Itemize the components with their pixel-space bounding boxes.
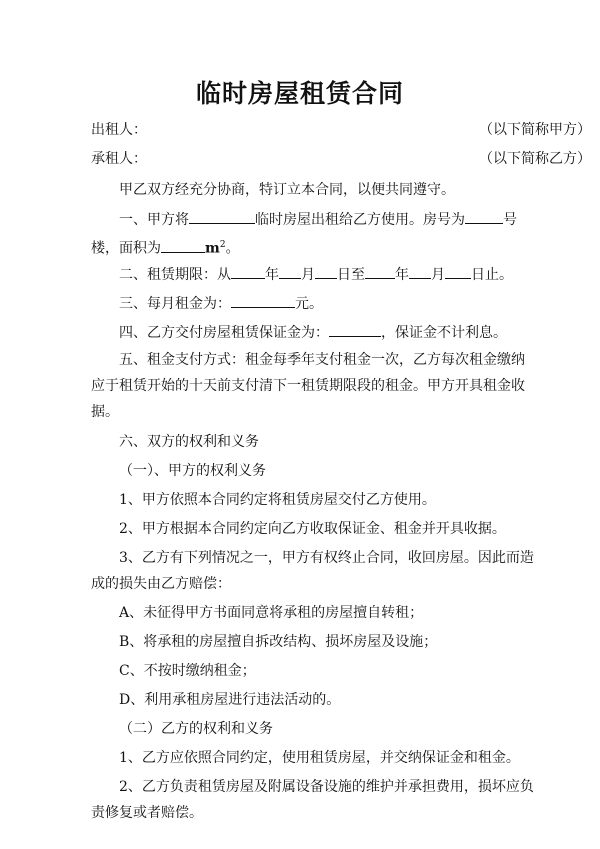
lessee-item-2-line-2: 责修复或者赔偿。 <box>91 805 203 821</box>
blank-start-year[interactable] <box>231 264 265 279</box>
lessor-note: （以下简称甲方） <box>479 122 591 138</box>
clause-1-text-a: 一、甲方将 <box>119 212 189 228</box>
blank-room-number[interactable] <box>465 209 503 224</box>
lessor-label: 出租人： <box>91 122 147 138</box>
clause-3-text-b: 元。 <box>295 296 323 312</box>
termination-item-a: A、未征得甲方书面同意将承租的房屋擅自转租； <box>119 605 424 621</box>
lessor-item-3-line-1: 3、乙方有下列情况之一，甲方有权终止合同，收回房屋。因此而造 <box>119 550 534 566</box>
lessor-item-3-line-2: 成的损失由乙方赔偿： <box>91 576 231 592</box>
intro-paragraph: 甲乙双方经充分协商，特订立本合同，以便共同遵守。 <box>119 182 455 198</box>
termination-item-b: B、将承租的房屋擅自拆改结构、损坏房屋及设施； <box>119 634 438 650</box>
lessor-line <box>91 120 591 140</box>
blank-end-day[interactable] <box>445 264 471 279</box>
lessor-rights-heading: （一）、甲方的权利义务 <box>119 463 266 479</box>
clause-1-line-1 <box>91 209 537 230</box>
clause-4-text-b: ，保证金不计利息。 <box>381 325 507 341</box>
clause-6-heading: 六、双方的权利和义务 <box>119 434 259 450</box>
clause-1-end: 。 <box>225 240 240 257</box>
blank-deposit[interactable] <box>329 322 381 337</box>
blank-monthly-rent[interactable] <box>231 293 295 308</box>
lessee-note: （以下简称乙方） <box>479 151 591 167</box>
blank-end-year[interactable] <box>365 264 395 279</box>
label-month-1: 月 <box>301 267 315 283</box>
blank-start-day[interactable] <box>315 264 337 279</box>
lessee-line <box>91 149 591 169</box>
label-month-2: 月 <box>431 267 445 283</box>
lessor-item-2: 2、甲方根据本合同约定向乙方收取保证金、租金并开具收据。 <box>119 521 506 537</box>
clause-3-text-a: 三、每月租金为： <box>119 296 231 312</box>
area-unit: m <box>205 240 220 257</box>
blank-area[interactable] <box>161 238 205 253</box>
clause-1-text-d: 楼，面积为 <box>91 240 161 257</box>
label-year-2: 年 <box>395 267 409 283</box>
lessee-label: 承租人： <box>91 151 147 167</box>
blank-house-location[interactable] <box>189 209 255 224</box>
clause-1-line-2 <box>91 235 509 259</box>
clause-4 <box>91 322 537 343</box>
clause-2-end: 日止。 <box>471 267 513 283</box>
lessee-item-2-line-1: 2、乙方负责租赁房屋及附属设备设施的维护并承担费用，损坏应负 <box>119 779 534 795</box>
label-day-to: 日至 <box>337 267 365 283</box>
lessor-item-1: 1、甲方依照本合同约定将租赁房屋交付乙方使用。 <box>119 492 436 508</box>
termination-item-d: D、利用承租房屋进行违法活动的。 <box>119 692 341 708</box>
blank-start-month[interactable] <box>279 264 301 279</box>
clause-2 <box>91 264 537 285</box>
clause-5-line-2: 应于租赁开始的十天前支付清下一租赁期限段的租金。甲方开具租金收 <box>91 378 525 394</box>
label-year-1: 年 <box>265 267 279 283</box>
lessee-item-1: 1、乙方应依照合同约定，使用租赁房屋，并交纳保证金和租金。 <box>119 750 520 766</box>
lessee-rights-heading: （二）乙方的权利和义务 <box>119 721 273 737</box>
clause-2-text-a: 二、租赁期限：从 <box>119 267 231 283</box>
clause-3 <box>91 293 537 314</box>
clause-5-line-1: 五、租金支付方式：租金每季年支付租金一次，乙方每次租金缴纳 <box>119 352 525 368</box>
termination-item-c: C、不按时缴纳租金； <box>119 663 256 679</box>
clause-4-text-a: 四、乙方交付房屋租赁保证金为： <box>119 325 329 341</box>
clause-5-line-3: 据。 <box>91 404 119 420</box>
area-unit-superscript: 2 <box>219 240 226 250</box>
clause-1-text-c: 号 <box>503 212 517 228</box>
blank-end-month[interactable] <box>409 264 431 279</box>
document-title: 临时房屋租赁合同 <box>195 79 404 108</box>
clause-1-text-b: 临时房屋出租给乙方使用。房号为 <box>255 212 465 228</box>
